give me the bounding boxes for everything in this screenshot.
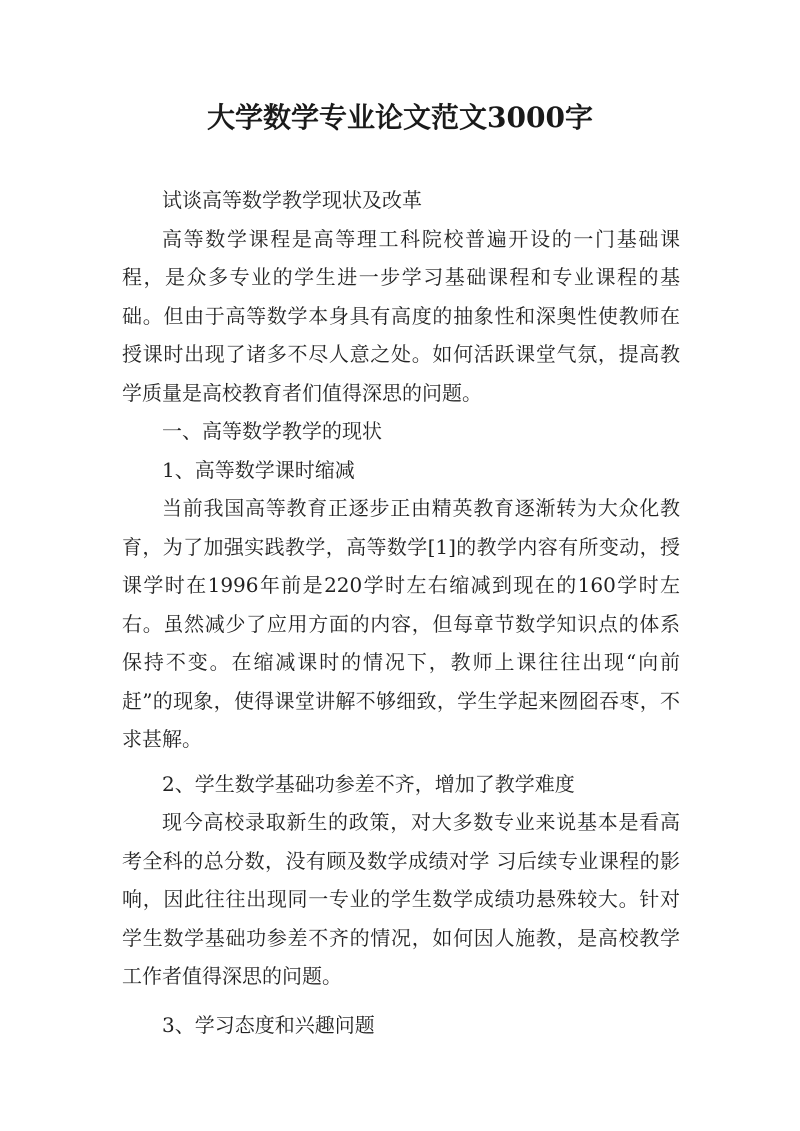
paragraph-subtitle: 试谈高等数学教学现状及改革 xyxy=(162,188,422,212)
document-body xyxy=(122,181,680,1044)
paragraph-student-foundation: 现今高校录取新生的政策，对大多数专业来说基本是看高考全科的总分数，没有顾及数学成绩对学 习后续专业课程的影响，因此往往出现同一专业的学生数学成绩功悬殊较大。针对学生数学基础功参差不齐的情况，如何因人施教，是高校教学工作者值得深思的问题。 xyxy=(122,810,680,988)
subsection-heading-3: 3、学习态度和兴趣问题 xyxy=(162,1012,375,1037)
subsection-heading-1: 1、高等数学课时缩减 xyxy=(162,457,355,482)
paragraph-class-hours: 当前我国高等教育正逐步正由精英教育逐渐转为大众化教育，为了加强实践教学，高等数学[1]的教学内容有所变动，授课学时在1996年前是220学时左右缩减到现在的160学时左右。虽然减少了应用方面的内容，但每章节数学知识点的体系保持不变。在缩减课时的情况下，教师上课往往出现“向前赶”的现象，使得课堂讲解不够细致，学生学起来囫囵吞枣，不求甚解。 xyxy=(122,496,680,751)
paragraph-intro: 高等数学课程是高等理工科院校普遍开设的一门基础课程，是众多专业的学生进一步学习基础课程和专业课程的基础。但由于高等数学本身具有高度的抽象性和深奥性使教师在授课时出现了诸多不尽人意之处。如何活跃课堂气氛，提高教学质量是高校教育者们值得深思的问题。 xyxy=(122,226,680,405)
document-title: 大学数学专业论文范文3000字 xyxy=(207,101,593,134)
section-heading-1: 一、高等数学教学的现状 xyxy=(162,419,382,443)
subsection-heading-2: 2、学生数学基础功参差不齐，增加了教学难度 xyxy=(162,771,575,796)
